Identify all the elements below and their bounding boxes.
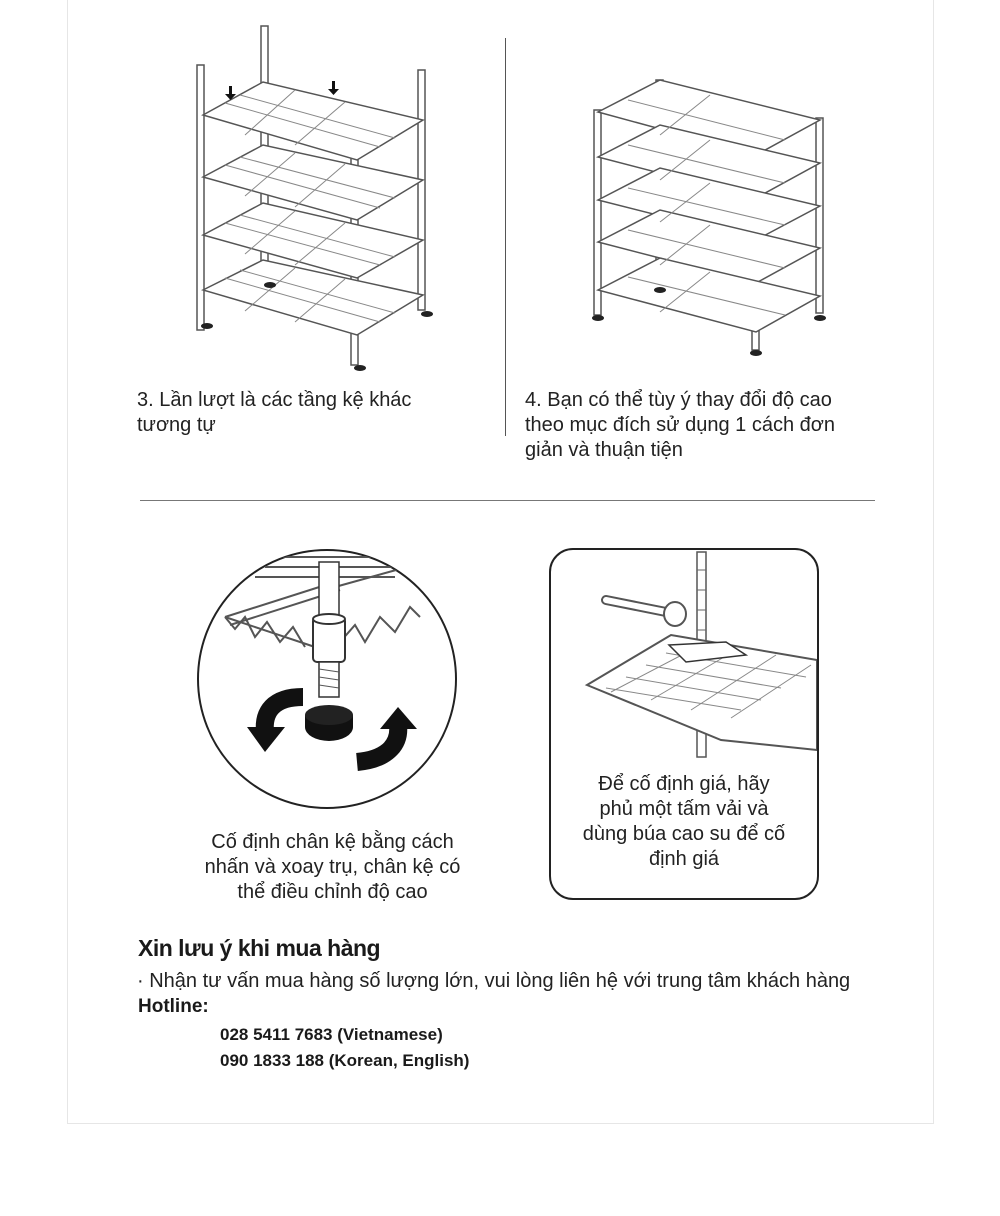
mallet-illustration [551, 550, 817, 765]
mallet-tip-line2: phủ một tấm vải và [599, 798, 769, 820]
shelf-assembly-illustration [185, 20, 445, 380]
five-tier-shelf-illustration [580, 70, 830, 360]
step4-caption-line2: theo mục đích sử dụng 1 cách đơn [525, 414, 836, 436]
foot-tip-caption [195, 830, 470, 905]
step4-caption [525, 388, 835, 463]
foot-tip-line1: Cố định chân kệ bằng cách [211, 831, 454, 853]
step3-caption [137, 388, 411, 438]
phone-vietnamese[interactable]: 028 5411 7683 (Vietnamese) [220, 1025, 443, 1044]
notice-title: Xin lưu ý khi mua hàng [138, 935, 381, 961]
foot-tip-line3: thể điều chỉnh độ cao [237, 881, 428, 903]
step3-caption-line2: tương tự [137, 414, 216, 436]
hotline-label: Hotline: [138, 996, 209, 1017]
foot-tip-line2: nhấn và xoay trụ, chân kệ có [204, 856, 461, 878]
mallet-tip-line3: dùng búa cao su để cố [582, 823, 786, 845]
mallet-tip-line4: định giá [648, 848, 720, 870]
mallet-tip-line1: Để cố định giá, hãy [598, 773, 770, 795]
column-divider [505, 38, 506, 436]
step4-caption-line1: 4. Bạn có thể tùy ý thay đổi độ cao [525, 389, 832, 411]
mallet-tip-caption [551, 772, 817, 872]
notice-text: · Nhận tư vấn mua hàng số lượng lớn, vui lòng liên hệ với trung tâm khách hàng [137, 970, 851, 992]
mallet-tip-box [549, 548, 819, 900]
adjustable-foot-illustration [195, 547, 459, 811]
step3-caption-line1: 3. Lần lượt là các tầng kệ khác [137, 389, 412, 411]
section-divider [140, 500, 875, 501]
phone-korean-english[interactable]: 090 1833 188 (Korean, English) [220, 1051, 470, 1070]
step4-caption-line3: giản và thuận tiện [525, 439, 683, 461]
